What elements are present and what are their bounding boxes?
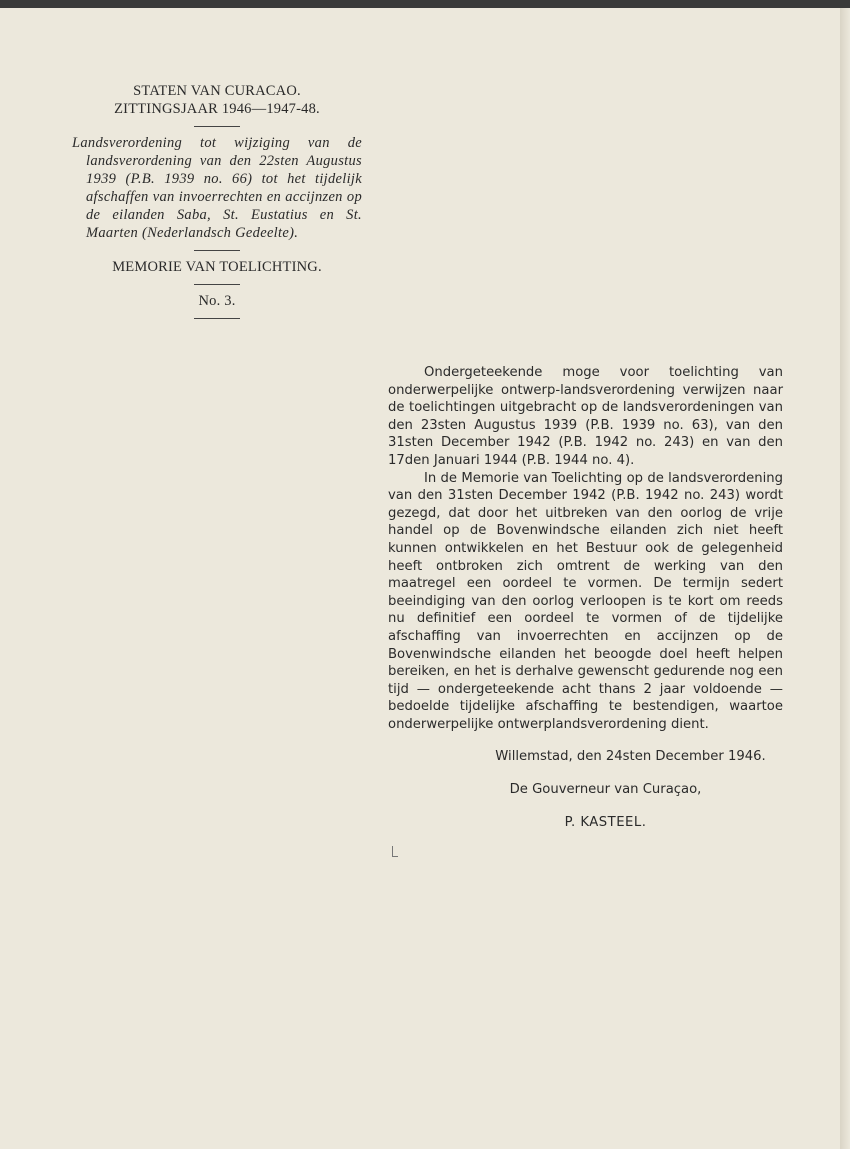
divider-rule xyxy=(194,250,240,251)
paragraph-2: In de Memorie van Toelichting op de landsverordening van den 31sten December 1942 (P.B. 1942 no. 243) wordt gezegd, dat door het uitbreken van den oorlog de vrije handel op de Bovenwindsche eilanden zich niet heeft kunnen ontwikkelen en het Bestuur ook de gelegenheid heeft ontbroken zich omtrent de werking van den maatregel een oordeel te vormen. De termijn sedert beeindiging van den oorlog verloopen is te kort om reeds nu definitief een oordeel te vormen of de tijdelijke afschaffing van invoerrechten en accijnzen op de Bovenwindsche eilanden het beoogde doel heeft helpen bereiken, en het is derhalve gewenscht gedurende nog een tijd — ondergeteekende acht thans 2 jaar voldoende — bedoelde tijdelijke afschaffing te bestendigen, waartoe onderwerpelijke ontwerplandsverordening dient. xyxy=(388,470,783,732)
document-number: No. 3. xyxy=(198,293,236,309)
divider-rule xyxy=(194,318,240,319)
corner-mark xyxy=(392,846,398,857)
body-text xyxy=(388,364,783,831)
header-block xyxy=(72,82,362,326)
title-line-2: ZITTINGSJAAR 1946—1947-48. xyxy=(114,101,320,117)
signatory-role: De Gouverneur van Curaçao, xyxy=(509,782,702,798)
divider-rule xyxy=(194,284,240,285)
subject-text: Landsverordening tot wijziging van de landsverordening van den 22sten Augustus 1939 (P.B. 1939 no. 66) tot het tijdelijk afschaffen van invoerrechten en accijnzen op de eilanden Saba, St. Eustatius en St. Maarten (Nederlandsch Gedeelte). xyxy=(72,135,362,241)
document-type: MEMORIE VAN TOELICHTING. xyxy=(112,259,322,275)
place-date: Willemstad, den 24sten December 1946. xyxy=(495,749,766,765)
title-line-1: STATEN VAN CURACAO. xyxy=(133,83,301,99)
paragraph-1: Ondergeteekende moge voor toelichting van onderwerpelijke ontwerp-landsverordening verwijzen naar de toelichtingen uitgebracht op de landsverordeningen van den 23sten Augustus 1939 (P.B. 1939 no. 63), van den 31sten December 1942 (P.B. 1942 no. 243) en van den 17den Januari 1944 (P.B. 1944 no. 4). xyxy=(388,365,783,468)
signatory-name: P. KASTEEL. xyxy=(564,814,647,830)
divider-rule xyxy=(194,126,240,127)
page-edge xyxy=(840,8,850,1149)
